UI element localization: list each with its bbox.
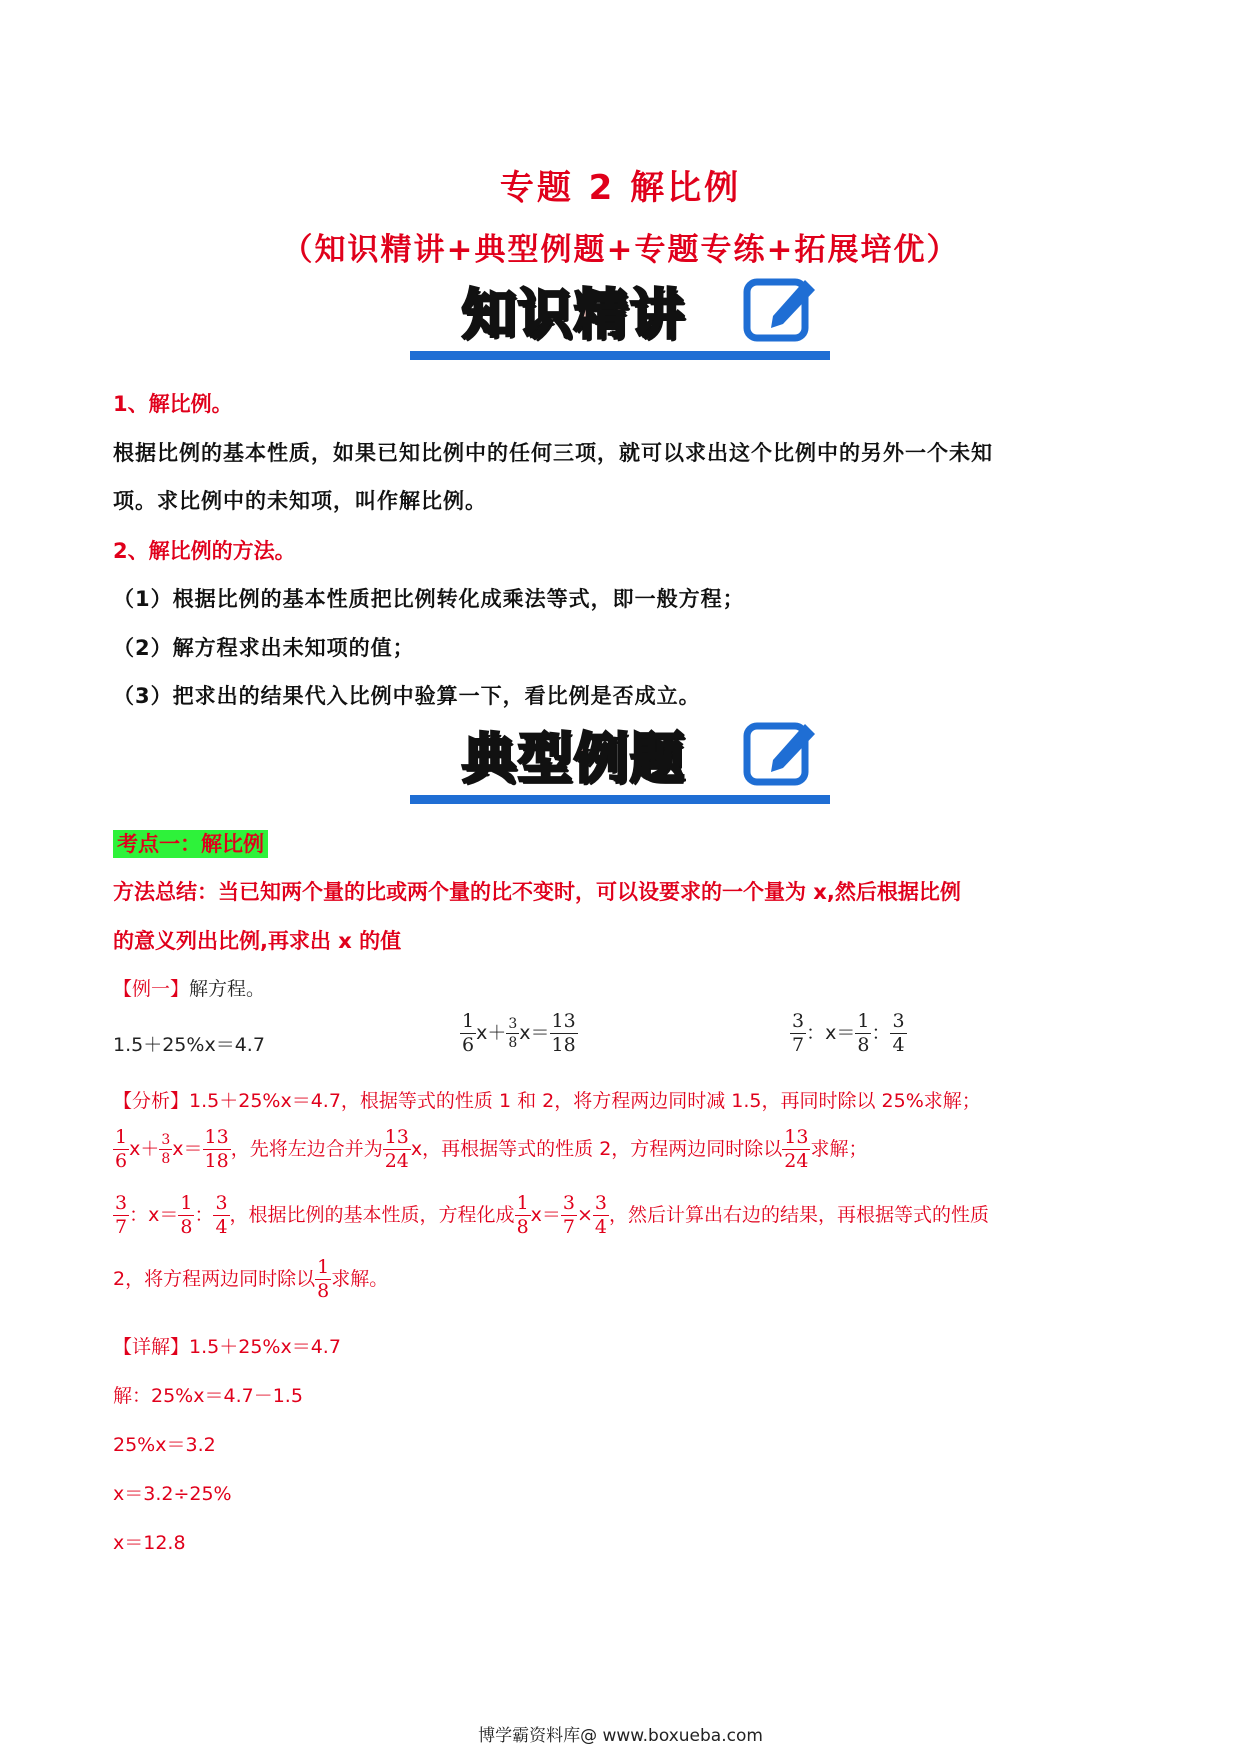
example-label: 【例一】 xyxy=(113,978,190,1000)
edit-icon xyxy=(743,272,821,344)
banner-knowledge-bar xyxy=(410,351,830,360)
example-task: 解方程。 xyxy=(189,978,266,1000)
fraction: $\frac{13}{18}$ xyxy=(551,1010,576,1056)
solution-equation: 1.5＋25%x＝4.7 xyxy=(189,1336,341,1358)
section-2-heading: 2、解比例的方法。 xyxy=(113,539,296,563)
analysis-line-1: 【分析】1.5＋25%x＝4.7，根据等式的性质 1 和 2，将方程两边同时减 1.5，再同时除以 25%求解； xyxy=(113,1090,981,1112)
section-1-line-1: 根据比例的基本性质，如果已知比例中的任何三项，就可以求出这个比例中的另外一个未知 xyxy=(113,441,993,465)
fraction: $\frac{1}{8}$ xyxy=(180,1192,193,1238)
fraction: $\frac{1}{6}$ xyxy=(115,1126,128,1172)
fraction: $\frac{13}{24}$ xyxy=(384,1126,409,1172)
solution-step-4: x＝12.8 xyxy=(113,1532,186,1554)
fraction: $\frac{3}{4}$ xyxy=(594,1192,608,1238)
solution-label: 【详解】 xyxy=(113,1336,190,1358)
banner-examples xyxy=(410,712,830,812)
page-title: 专题 2 解比例 xyxy=(499,168,742,208)
method-summary-line-1: 方法总结：当已知两个量的比或两个量的比不变时，可以设要求的一个量为 x,然后根据比例 xyxy=(113,880,961,904)
analysis-line-3: $\frac{3}{7}$ ：x＝ $\frac{1}{8}$ ： $\frac{3}{4}$ ，根据比例的基本性质，方程化成 $\frac{1}{8}$ x＝ $\frac{3}{7}$ × $\frac{3}{4}$ ，然后计算出右边的结果，再根据等式的性质 xyxy=(115,1192,990,1238)
banner-examples-bar xyxy=(410,795,830,804)
page-subtitle: （知识精讲+典型例题+专题专练+拓展培优） xyxy=(281,232,960,268)
method-step-2: （2）解方程求出未知项的值； xyxy=(113,636,415,660)
fraction: $\frac{1}{8}$ xyxy=(516,1192,529,1238)
analysis-line-4: 2，将方程两边同时除以 $\frac{1}{8}$ 求解。 xyxy=(113,1256,389,1302)
equation-2: $\frac{1}{6}$ x＋ $\frac{3}{8}$ x＝ $\frac{13}{18}$ xyxy=(462,1010,576,1056)
fraction: $\frac{3}{4}$ xyxy=(892,1010,905,1056)
analysis-line-2: $\frac{1}{6}$ x＋ $\frac{3}{8}$ x＝ $\frac{13}{18}$ ，先将左边合并为 $\frac{13}{24}$ x，再根据等式的性质 2，方程两边同时除以 $\frac{13}{24}$ 求解； xyxy=(115,1126,868,1172)
fraction: $\frac{3}{4}$ xyxy=(215,1192,228,1238)
equation-3: $\frac{3}{7}$ ：x＝ $\frac{1}{8}$ ： $\frac{3}{4}$ xyxy=(792,1010,905,1056)
banner-knowledge xyxy=(410,268,830,368)
fraction: $\frac{3}{7}$ xyxy=(792,1010,805,1056)
section-1-line-2: 项。求比例中的未知项，叫作解比例。 xyxy=(113,489,487,513)
solution-step-3: x＝3.2÷25% xyxy=(113,1483,232,1505)
fraction: $\frac{1}{8}$ xyxy=(857,1010,870,1056)
fraction: $\frac{1}{8}$ xyxy=(317,1256,330,1302)
footer-watermark: 博学霸资料库@ www.boxueba.com xyxy=(478,1726,763,1746)
equation-1: 1.5＋25%x＝4.7 xyxy=(113,1034,265,1056)
section-1-heading: 1、解比例。 xyxy=(113,392,233,416)
fraction: $\frac{3}{7}$ xyxy=(115,1192,128,1238)
banner-examples-text: 典型例题 xyxy=(462,727,686,790)
fraction: $\frac{3}{8}$ xyxy=(161,1132,171,1167)
fraction: $\frac{3}{7}$ xyxy=(562,1192,575,1238)
fraction: $\frac{1}{6}$ xyxy=(462,1010,475,1056)
kaodian-label xyxy=(113,828,268,858)
solution-step-2: 25%x＝3.2 xyxy=(113,1434,216,1456)
fraction: $\frac{13}{18}$ xyxy=(204,1126,229,1172)
banner-knowledge-text: 知识精讲 xyxy=(462,283,686,346)
solution-step-1: 解：25%x＝4.7－1.5 xyxy=(113,1385,303,1407)
edit-icon xyxy=(743,716,821,788)
method-step-1: （1）根据比例的基本性质把比例转化成乘法等式，即一般方程； xyxy=(113,587,745,611)
method-summary-line-2: 的意义列出比例,再求出 x 的值 xyxy=(113,929,402,953)
solution-header xyxy=(113,1332,341,1359)
example-header xyxy=(113,974,265,1001)
fraction: $\frac{3}{8}$ xyxy=(508,1016,518,1051)
method-step-3: （3）把求出的结果代入比例中验算一下，看比例是否成立。 xyxy=(113,684,701,708)
fraction: $\frac{13}{24}$ xyxy=(784,1126,809,1172)
kaodian-highlight: 考点一：解比例 xyxy=(113,830,268,858)
